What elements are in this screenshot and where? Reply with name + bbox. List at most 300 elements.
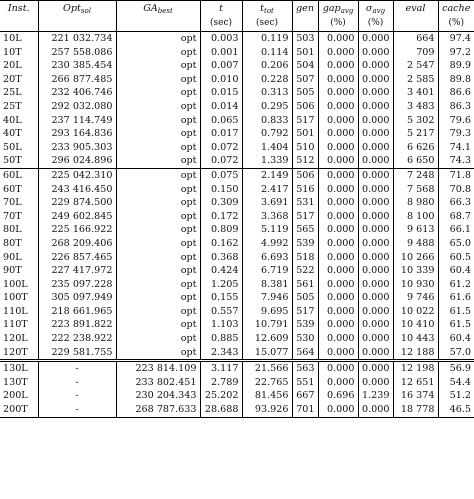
table-row	[0, 73, 474, 87]
cell-sigma: 0.000	[358, 32, 393, 46]
cell-opt: 268 209.406	[38, 237, 116, 251]
cell-gen: 504	[292, 59, 318, 73]
cell-ttot: 22.765	[242, 376, 292, 390]
col-header-ga: $GA_{best}$	[116, 1, 200, 17]
table-row	[0, 86, 474, 100]
cell-gen: 516	[292, 183, 318, 197]
cell-cache: 60.4	[438, 332, 474, 346]
cell-opt: 227 417.972	[38, 264, 116, 278]
cell-gen: 506	[292, 100, 318, 114]
cell-gap: 0.000	[318, 403, 358, 417]
cell-ga: opt	[116, 264, 200, 278]
cell-gen: 551	[292, 376, 318, 390]
cell-t: 28.688	[200, 403, 242, 417]
cell-t: 1.103	[200, 318, 242, 332]
cell-gap: 0.000	[318, 376, 358, 390]
cell-cache: 65.0	[438, 237, 474, 251]
cell-gap: 0.000	[318, 59, 358, 73]
cell-t: 3.117	[200, 361, 242, 376]
col-header-ttot: $t_{tot}$	[242, 1, 292, 17]
cell-ttot: 0.792	[242, 127, 292, 141]
cell-t: 0.885	[200, 332, 242, 346]
cell-opt: 296 024.896	[38, 154, 116, 168]
col-header-inst: Inst.	[0, 1, 38, 17]
cell-cache: 57.0	[438, 346, 474, 361]
cell-gap: 0.000	[318, 86, 358, 100]
unit-cache: (%)	[438, 16, 474, 32]
unit-gap: (%)	[318, 16, 358, 32]
cell-eval: 10 266	[393, 251, 438, 265]
cell-gen: 667	[292, 389, 318, 403]
cell-t: 0.075	[200, 168, 242, 182]
cell-inst: 130L	[0, 361, 38, 376]
cell-opt: 292 032.080	[38, 100, 116, 114]
cell-sigma: 0.000	[358, 183, 393, 197]
cell-gap: 0.000	[318, 32, 358, 46]
cell-t: 0.014	[200, 100, 242, 114]
cell-t: 1.205	[200, 278, 242, 292]
cell-cache: 66.3	[438, 196, 474, 210]
col-header-sigma: $\sigma_{avg}$	[358, 1, 393, 17]
table-body	[0, 32, 474, 418]
cell-eval: 5 302	[393, 114, 438, 128]
cell-sigma: 0.000	[358, 114, 393, 128]
cell-t: 0.162	[200, 237, 242, 251]
cell-eval: 12 198	[393, 361, 438, 376]
cell-gen: 507	[292, 73, 318, 87]
cell-inst: 100T	[3, 292, 28, 304]
cell-opt: 233 905.303	[38, 141, 116, 155]
cell-gen: 503	[292, 32, 318, 46]
col-header-gap: gap$_{avg}$	[318, 1, 358, 17]
cell-gen: 539	[292, 318, 318, 332]
unit-gen	[292, 16, 318, 32]
cell-ga: opt	[116, 59, 200, 73]
cell-opt: 226 857.465	[38, 251, 116, 265]
cell-cache: 61.5	[438, 318, 474, 332]
cell-inst: 10T	[3, 46, 22, 58]
cell-eval: 16 374	[393, 389, 438, 403]
cell-sigma: 0.000	[358, 305, 393, 319]
cell-opt: 249 602.845	[38, 210, 116, 224]
cell-t: 0.150	[200, 183, 242, 197]
cell-cache: 89.8	[438, 73, 474, 87]
cell-t: 0.424	[200, 264, 242, 278]
table-row	[0, 141, 474, 155]
cell-opt: 232 406.746	[38, 86, 116, 100]
table-row	[0, 114, 474, 128]
cell-ttot: 81.456	[242, 389, 292, 403]
cell-gap: 0.000	[318, 237, 358, 251]
cell-gen: 517	[292, 114, 318, 128]
cell-inst: 120T	[3, 346, 28, 358]
cell-sigma: 0.000	[358, 318, 393, 332]
cell-eval: 709	[393, 46, 438, 60]
cell-inst: 110T	[3, 319, 28, 331]
cell-t: 0.072	[200, 141, 242, 155]
col-header-t: t	[200, 1, 242, 17]
cell-inst: 10L	[3, 33, 22, 44]
cell-gen: 701	[292, 403, 318, 417]
unit-opt	[38, 16, 116, 32]
cell-eval: 6 650	[393, 154, 438, 168]
cell-inst: 25T	[3, 100, 22, 112]
cell-opt: 229 874.500	[38, 196, 116, 210]
table-row	[0, 183, 474, 197]
cell-inst: 200T	[0, 403, 38, 417]
cell-sigma: 0.000	[358, 196, 393, 210]
table-row	[0, 346, 474, 361]
cell-cache: 60.4	[438, 264, 474, 278]
cell-ga: opt	[116, 318, 200, 332]
cell-ga: opt	[116, 346, 200, 361]
cell-cache: 54.4	[438, 376, 474, 390]
cell-eval: 18 778	[393, 403, 438, 417]
cell-ga: opt	[116, 86, 200, 100]
table-row	[0, 154, 474, 168]
cell-ttot: 0.119	[242, 32, 292, 46]
table-row	[0, 318, 474, 332]
cell-eval: 7 248	[393, 168, 438, 182]
cell-eval: 6 626	[393, 141, 438, 155]
cell-opt: 223 891.822	[38, 318, 116, 332]
cell-sigma: 1.239	[358, 389, 393, 403]
cell-t: 0.072	[200, 154, 242, 168]
unit-ga	[116, 16, 200, 32]
cell-ttot: 3.368	[242, 210, 292, 224]
cell-opt: 225 042.310	[38, 168, 116, 182]
cell-t: 2.789	[200, 376, 242, 390]
cell-eval: 8 100	[393, 210, 438, 224]
table-row	[0, 264, 474, 278]
cell-ttot: 0.295	[242, 100, 292, 114]
cell-eval: 7 568	[393, 183, 438, 197]
cell-eval: 664	[393, 32, 438, 46]
cell-cache: 86.6	[438, 86, 474, 100]
cell-gap: 0.000	[318, 361, 358, 376]
cell-ttot: 9.695	[242, 305, 292, 319]
cell-eval: 12 188	[393, 346, 438, 361]
cell-gen: 510	[292, 141, 318, 155]
unit-inst	[0, 16, 38, 32]
cell-gen: 563	[292, 361, 318, 376]
table-row	[0, 210, 474, 224]
col-header-eval: eval	[393, 1, 438, 17]
cell-ga: 230 204.343	[116, 389, 200, 403]
cell-cache: 56.9	[438, 361, 474, 376]
cell-gap: 0.000	[318, 318, 358, 332]
cell-gap: 0.000	[318, 154, 358, 168]
cell-ga: opt	[116, 73, 200, 87]
cell-ga: opt	[116, 100, 200, 114]
cell-opt: 305 097.949	[38, 291, 116, 305]
cell-ttot: 5.119	[242, 223, 292, 237]
cell-eval: 10 443	[393, 332, 438, 346]
table-row	[0, 291, 474, 305]
cell-t: 0.017	[200, 127, 242, 141]
cell-ttot: 1.404	[242, 141, 292, 155]
cell-opt: 235 097.228	[38, 278, 116, 292]
cell-sigma: 0.000	[358, 346, 393, 361]
cell-eval: 10 022	[393, 305, 438, 319]
cell-ttot: 0.228	[242, 73, 292, 87]
cell-ttot: 6.719	[242, 264, 292, 278]
cell-t: 0.010	[200, 73, 242, 87]
cell-inst: 20L	[3, 60, 22, 72]
cell-sigma: 0.000	[358, 154, 393, 168]
table-row	[0, 100, 474, 114]
cell-t: 0.172	[200, 210, 242, 224]
table-row	[0, 223, 474, 237]
cell-ga: opt	[116, 154, 200, 168]
table-header	[0, 1, 474, 32]
cell-ttot: 3.691	[242, 196, 292, 210]
cell-ttot: 0.206	[242, 59, 292, 73]
table-row	[0, 46, 474, 60]
cell-inst: 120L	[3, 333, 28, 345]
cell-opt: -	[38, 361, 116, 376]
cell-gap: 0.000	[318, 100, 358, 114]
cell-ga: opt	[116, 196, 200, 210]
cell-sigma: 0.000	[358, 223, 393, 237]
cell-cache: 97.4	[438, 32, 474, 46]
cell-gen: 501	[292, 127, 318, 141]
cell-gen: 522	[292, 264, 318, 278]
cell-eval: 9 613	[393, 223, 438, 237]
cell-gap: 0.000	[318, 346, 358, 361]
cell-gen: 506	[292, 168, 318, 182]
cell-opt: 257 558.086	[38, 46, 116, 60]
cell-sigma: 0.000	[358, 264, 393, 278]
cell-inst: 50L	[3, 141, 22, 153]
cell-inst: 70L	[3, 197, 22, 209]
table-row	[0, 59, 474, 73]
cell-cache: 46.5	[438, 403, 474, 417]
cell-eval: 9 488	[393, 237, 438, 251]
cell-gen: 539	[292, 237, 318, 251]
cell-ga: opt	[116, 305, 200, 319]
cell-ga: opt	[116, 168, 200, 182]
cell-ttot: 1.339	[242, 154, 292, 168]
cell-ga: opt	[116, 127, 200, 141]
cell-gen: 564	[292, 346, 318, 361]
cell-inst: 60T	[3, 183, 22, 195]
cell-gen: 505	[292, 86, 318, 100]
cell-gap: 0.000	[318, 251, 358, 265]
cell-ttot: 93.926	[242, 403, 292, 417]
cell-gap: 0.000	[318, 278, 358, 292]
cell-cache: 79.3	[438, 127, 474, 141]
cell-opt: 222 238.922	[38, 332, 116, 346]
cell-t: 0.003	[200, 32, 242, 46]
cell-ga: opt	[116, 210, 200, 224]
cell-cache: 74.3	[438, 154, 474, 168]
cell-ttot: 0.313	[242, 86, 292, 100]
table-row	[0, 278, 474, 292]
cell-gen: 505	[292, 291, 318, 305]
cell-gen: 517	[292, 305, 318, 319]
unit-ttot: (sec)	[242, 16, 292, 32]
cell-gap: 0.000	[318, 46, 358, 60]
cell-eval: 3 483	[393, 100, 438, 114]
cell-ttot: 8.381	[242, 278, 292, 292]
table-row	[0, 237, 474, 251]
cell-ttot: 0.833	[242, 114, 292, 128]
cell-gap: 0.000	[318, 73, 358, 87]
cell-eval: 10 410	[393, 318, 438, 332]
cell-sigma: 0.000	[358, 168, 393, 182]
table-row	[0, 32, 474, 46]
unit-sigma: (%)	[358, 16, 393, 32]
cell-gap: 0.000	[318, 210, 358, 224]
table-row	[0, 196, 474, 210]
cell-cache: 51.2	[438, 389, 474, 403]
cell-opt: 243 416.450	[38, 183, 116, 197]
cell-gap: 0.696	[318, 389, 358, 403]
cell-ga: opt	[116, 183, 200, 197]
cell-opt: 225 166.922	[38, 223, 116, 237]
table-row	[0, 168, 474, 182]
cell-ttot: 6.693	[242, 251, 292, 265]
cell-opt: 221 032.734	[38, 32, 116, 46]
cell-sigma: 0.000	[358, 141, 393, 155]
cell-sigma: 0.000	[358, 73, 393, 87]
cell-gap: 0.000	[318, 114, 358, 128]
cell-gap: 0.000	[318, 291, 358, 305]
cell-eval: 3 401	[393, 86, 438, 100]
cell-gap: 0.000	[318, 332, 358, 346]
cell-opt: 237 114.749	[38, 114, 116, 128]
cell-t: 0.155	[200, 291, 242, 305]
cell-ttot: 10.791	[242, 318, 292, 332]
cell-sigma: 0.000	[358, 403, 393, 417]
cell-t: 2.343	[200, 346, 242, 361]
col-header-cache: cache	[438, 1, 474, 17]
col-header-opt: Opt$_{sol}$	[38, 1, 116, 17]
unit-t: (sec)	[200, 16, 242, 32]
unit-eval	[393, 16, 438, 32]
table-row	[0, 403, 474, 417]
cell-eval: 10 930	[393, 278, 438, 292]
cell-gen: 565	[292, 223, 318, 237]
cell-eval: 9 746	[393, 291, 438, 305]
table-row	[0, 251, 474, 265]
cell-sigma: 0.000	[358, 86, 393, 100]
cell-sigma: 0.000	[358, 237, 393, 251]
cell-gap: 0.000	[318, 196, 358, 210]
cell-opt: 230 385.454	[38, 59, 116, 73]
cell-inst: 60L	[0, 168, 38, 182]
cell-eval: 2 547	[393, 59, 438, 73]
cell-ga: opt	[116, 223, 200, 237]
cell-gap: 0.000	[318, 223, 358, 237]
cell-inst: 130T	[3, 376, 28, 388]
cell-ga: opt	[116, 32, 200, 46]
table-row	[0, 332, 474, 346]
cell-t: 0.001	[200, 46, 242, 60]
cell-ttot: 7.946	[242, 291, 292, 305]
cell-gen: 512	[292, 154, 318, 168]
cell-inst: 80T	[3, 237, 22, 249]
header-row-1	[0, 1, 474, 17]
cell-ga: opt	[116, 278, 200, 292]
cell-t: 0.557	[200, 305, 242, 319]
table-row	[0, 305, 474, 319]
cell-sigma: 0.000	[358, 59, 393, 73]
cell-inst: 90T	[3, 265, 22, 277]
cell-ttot: 0.114	[242, 46, 292, 60]
cell-inst: 50T	[3, 155, 22, 167]
cell-inst: 40L	[3, 114, 22, 126]
cell-cache: 61.2	[438, 278, 474, 292]
cell-opt: -	[38, 376, 116, 390]
cell-t: 0.368	[200, 251, 242, 265]
cell-cache: 79.6	[438, 114, 474, 128]
cell-inst: 100L	[3, 278, 28, 290]
cell-ttot: 2.417	[242, 183, 292, 197]
cell-cache: 71.8	[438, 168, 474, 182]
cell-opt: -	[38, 389, 116, 403]
cell-sigma: 0.000	[358, 361, 393, 376]
cell-t: 0.015	[200, 86, 242, 100]
cell-opt: 229 581.755	[38, 346, 116, 361]
cell-sigma: 0.000	[358, 291, 393, 305]
cell-inst: 25L	[3, 87, 22, 99]
cell-ga: opt	[116, 237, 200, 251]
cell-eval: 2 585	[393, 73, 438, 87]
cell-gen: 561	[292, 278, 318, 292]
cell-inst: 110L	[3, 305, 28, 317]
cell-gap: 0.000	[318, 305, 358, 319]
cell-sigma: 0.000	[358, 376, 393, 390]
cell-gen: 501	[292, 46, 318, 60]
cell-eval: 10 339	[393, 264, 438, 278]
cell-gen: 530	[292, 332, 318, 346]
cell-ttot: 15.077	[242, 346, 292, 361]
cell-ga: 268 787.633	[116, 403, 200, 417]
cell-sigma: 0.000	[358, 100, 393, 114]
cell-ga: opt	[116, 291, 200, 305]
cell-inst: 40T	[3, 128, 22, 140]
cell-sigma: 0.000	[358, 46, 393, 60]
table-row	[0, 389, 474, 403]
cell-t: 0.007	[200, 59, 242, 73]
cell-cache: 60.5	[438, 251, 474, 265]
cell-sigma: 0.000	[358, 251, 393, 265]
cell-ga: opt	[116, 141, 200, 155]
cell-cache: 74.1	[438, 141, 474, 155]
cell-t: 0.309	[200, 196, 242, 210]
cell-gen: 518	[292, 251, 318, 265]
cell-gap: 0.000	[318, 168, 358, 182]
cell-ttot: 21.566	[242, 361, 292, 376]
cell-gen: 531	[292, 196, 318, 210]
cell-gap: 0.000	[318, 141, 358, 155]
cell-inst: 20T	[3, 73, 22, 85]
table-row	[0, 361, 474, 376]
cell-ttot: 12.609	[242, 332, 292, 346]
cell-cache: 86.3	[438, 100, 474, 114]
table-row	[0, 127, 474, 141]
cell-inst: 90L	[3, 251, 22, 263]
cell-ga: opt	[116, 46, 200, 60]
cell-cache: 61.6	[438, 291, 474, 305]
cell-cache: 61.5	[438, 305, 474, 319]
cell-inst: 80L	[3, 224, 22, 236]
cell-opt: -	[38, 403, 116, 417]
cell-cache: 97.2	[438, 46, 474, 60]
cell-sigma: 0.000	[358, 127, 393, 141]
